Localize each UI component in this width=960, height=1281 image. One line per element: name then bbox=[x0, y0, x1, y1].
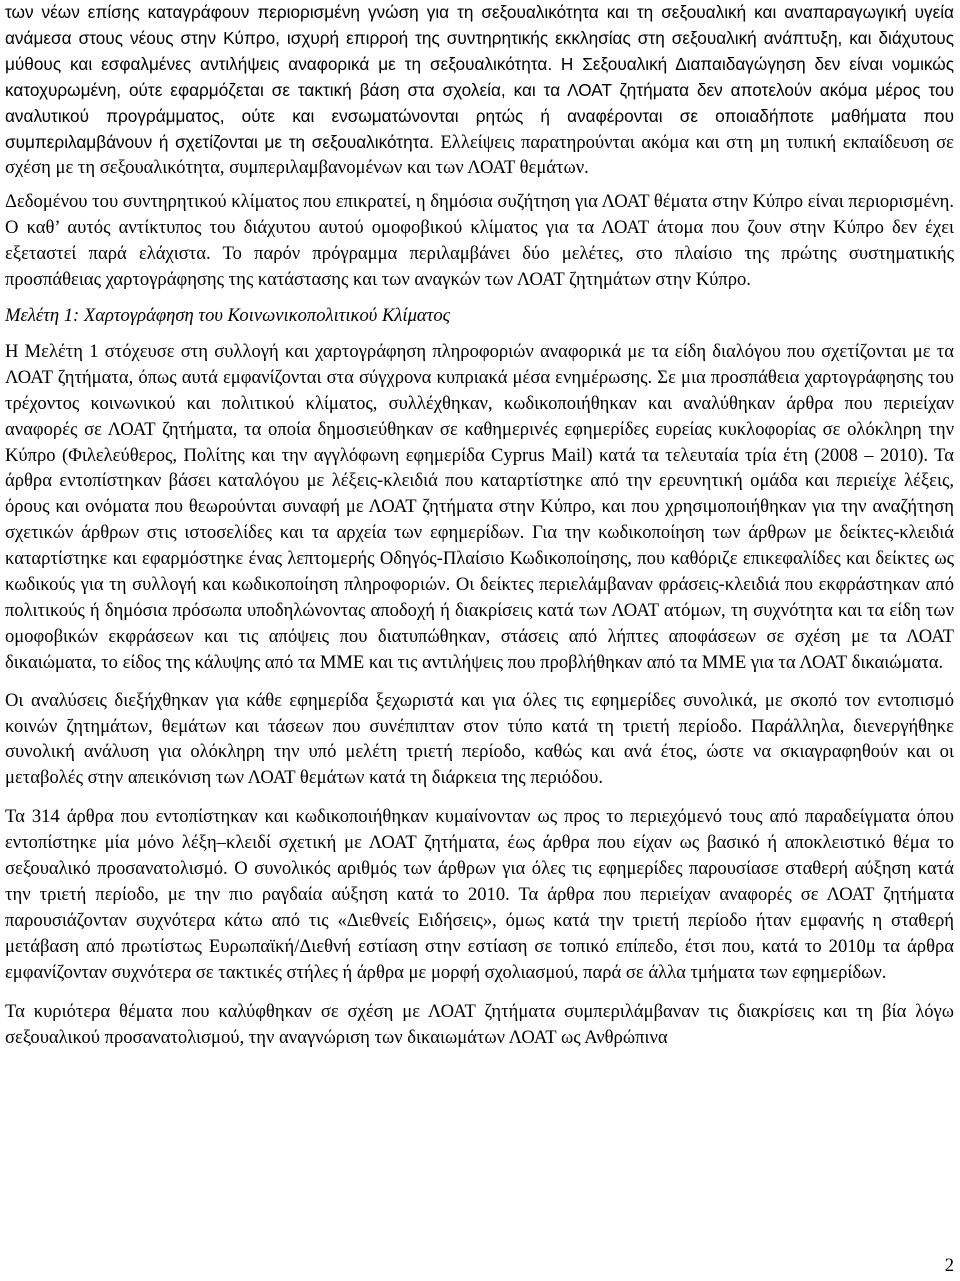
paragraph-intro bbox=[5, 0, 954, 181]
paragraph-results: Τα 314 άρθρα που εντοπίστηκαν και κωδικοποιήθηκαν κυμαίνονταν ως προς το περιεχόμενό τους από παραδείγματα όπου εντοπίστηκε μία μόνο λέξη–κλειδί σχετική με ΛΟΑΤ ζητήματα, έως άρθρα που είχαν ως βασικό ή αποκλειστικό θέμα το σεξουαλικό προσανατολισμό. Ο συνολικός αριθμός των άρθρων για όλες τις εφημερίδες παρουσίασε σταθερή αύξηση κατά την τριετή περίοδο, με την πιο ραγδαία αύξηση κατά το 2010. Τα άρθρα που περιείχαν αναφορές σε ΛΟΑΤ ζητήματα παρουσιάζονταν συχνότερα κάτω από τις «Διεθνείς Ειδήσεις», όμως κατά την τριετή περίοδο ήταν εμφανής η σταθερή μετάβαση από πρωτίστως Ευρωπαϊκή/Διεθνή εστίαση στην εστίαση σε τοπικό επίπεδο, έτσι που, κατά το 2010μ τα άρθρα εμφανίζονταν συχνότερα σε τακτικές στήλες ή άρθρα με μορφή σχολιασμού, παρά σε άλλα τμήματα των εφημερίδων. bbox=[5, 806, 954, 983]
intro-text-sans: των νέων επίσης καταγράφουν περιορισμένη γνώση για τη σεξουαλικότητα και τη σεξουαλική και αναπαραγωγική υγεία ανάμεσα στους νέους στην Κύπρο, ισχυρή επιρροή της συντηρητικής εκκλησίας στη σεξουαλική ανάπτυξη, και διάχυτους μύθους και εσφαλμένες αντιλήψεις αναφορικά με τη σεξουαλικότητα. bbox=[5, 2, 954, 74]
paragraph-main-topics: Τα κυριότερα θέματα που καλύφθηκαν σε σχέση με ΛΟΑΤ ζητήματα συμπεριλάμβαναν τις διακρίσεις και τη βία λόγω σεξουαλικού προσανατολισμού, την αναγνώριση των δικαιωμάτων ΛΟΑΤ ως Ανθρώπινα bbox=[5, 1000, 954, 1048]
paragraph-analysis: Οι αναλύσεις διεξήχθηκαν για κάθε εφημερίδα ξεχωριστά και για όλες τις εφημερίδες συνολικά, με σκοπό τον εντοπισμό κοινών ζητημάτων, θεμάτων και τάσεων που συνέπιπταν στον τύπο κατά τη τριετή περίοδο. Παράλληλα, διενεργήθηκε συνολική ανάλυση για ολόκληρη την υπό μελέτη τριετή περίοδο, καθώς και ανά έτος, ώστε να σκιαγραφηθούν και οι μεταβολές στην απεικόνιση των ΛΟΑΤ θεμάτων κατά τη διάρκεια της περιόδου. bbox=[5, 689, 954, 789]
paragraph-public-debate: Δεδομένου του συντηρητικού κλίματος που επικρατεί, η δημόσια συζήτηση για ΛΟΑΤ θέματα στην Κύπρο είναι περιορισμένη. Ο καθ’ αυτός αντίκτυπος του διάχυτου αυτού ομοφοβικού κλίματος για τα ΛΟΑΤ άτομα που ζουν στην Κύπρο δεν έχει εξεταστεί παρά ελάχιστα. Το παρόν πρόγραμμα περιλαμβάνει δύο μελέτες, στο πλαίσιο της πρώτης συστηματικής προσπάθειας χαρτογράφησης της κατάστασης και των αναγκών των ΛΟΑΤ ζητημάτων στην Κύπρο. bbox=[5, 191, 954, 291]
section-heading-study-1: Μελέτη 1: Χαρτογράφηση του Κοινωνικοπολιτικού Κλίματος bbox=[5, 304, 451, 326]
intro-text-sans-continued: Η Σεξουαλική Διαπαιδαγώγηση δεν είναι νομικώς κατοχυρωμένη, ούτε εφαρμόζεται σε τακτική βάση στα σχολεία, και τα ΛΟΑΤ ζητήματα δεν αποτελούν ακόμα μέρος του αναλυτικού προγράμματος, ούτε και ενσωματώνονται ρητώς ή αναφέρονται σε οποιαδήποτε μαθήματα που συμπεριλαμβάνουν ή σχετίζονται με τη σεξουαλικότητα. bbox=[5, 53, 954, 152]
intro-text-serif: Ελλείψεις παρατηρούνται ακόμα και στη μη τυπική εκπαίδευση σε σχέση με τη σεξουαλικότητα, συμπεριλαμβανομένων και των ΛΟΑΤ θεμάτων. bbox=[5, 131, 954, 179]
paragraph-study-1-method: Η Μελέτη 1 στόχευσε στη συλλογή και χαρτογράφηση πληροφοριών αναφορικά με τα είδη διαλόγου που σχετίζονται με τα ΛΟΑΤ ζητήματα, όπως αυτά εμφανίζονται στα σύγχρονα κυπριακά μέσα ενημέρωσης. Σε μια προσπάθεια χαρτογράφησης του τρέχοντος κοινωνικού και πολιτικού κλίματος, συλλέχθηκαν, κωδικοποιήθηκαν και αναλύθηκαν άρθρα που περιείχαν αναφορές σε ΛΟΑΤ ζητήματα, τα οποία δημοσιεύθηκαν σε καθημερινές εφημερίδες ευρείας κυκλοφορίας σε ολόκληρη την Κύπρο (Φιλελεύθερος, Πολίτης και την αγγλόφωνη εφημερίδα Cyprus Mail) κατά τα τελευταία τρία έτη (2008 – 2010). Τα άρθρα εντοπίστηκαν βάσει καταλόγου με λέξεις-κλειδιά που καταρτίστηκε από την ερευνητική ομάδα και περιείχε λέξεις, όρους και ονόματα που θεωρούνται συναφή με ΛΟΑΤ ζητήματα στην Κύπρο, και που χρησιμοποιήθηκαν για την αναζήτηση σχετικών άρθρων στις ιστοσελίδες και τα αρχεία των εφημερίδων. Για την κωδικοποίηση των άρθρων με δείκτες-κλειδιά καταρτίστηκε και εφαρμόστηκε ένας λεπτομερής Οδηγός-Πλαίσιο Κωδικοποίησης, που καθόριζε επικεφαλίδες και δείκτες ως κωδικούς για τη συλλογή και κωδικοποίηση πληροφοριών. Οι δείκτες περιελάμβαναν φράσεις-κλειδιά που εκφράστηκαν από πολιτικούς ή δημόσια πρόσωπα υποδηλώνοντας αποδοχή ή διακρίσεις κατά των ΛΟΑΤ ατόμων, τη συχνότητα και τα είδη των ομοφοβικών εκφράσεων και τις απόψεις που διατυπώθηκαν, στάσεις από λήπτες αποφάσεων σε σχέση με τα ΛΟΑΤ δικαιώματα, το είδος της κάλυψης από τα ΜΜΕ και τις αντιλήψεις που προβλήθηκαν από τα ΜΜΕ για τα ΛΟΑΤ δικαιώματα. bbox=[5, 340, 954, 673]
page-number: 2 bbox=[944, 1255, 954, 1276]
